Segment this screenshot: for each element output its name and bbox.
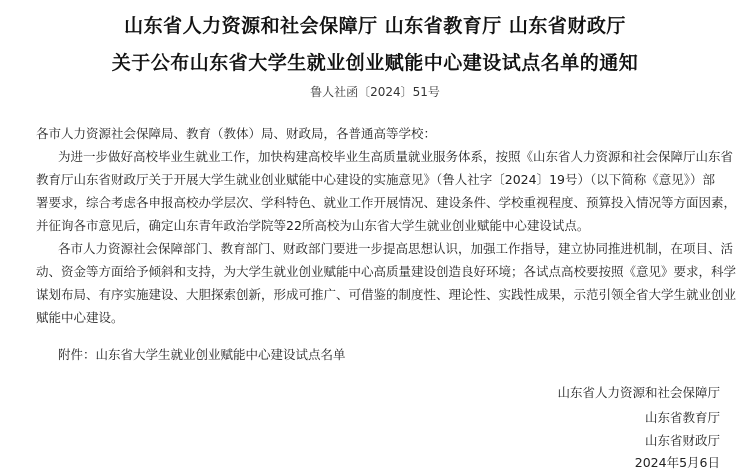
paragraph-line: 并征询各市意见后，确定山东青年政治学院等22所高校为山东省大学生就业创业赋能中心建设试点。 bbox=[36, 218, 590, 233]
paragraph-line: 各市人力资源社会保障部门、教育部门、财政部门要进一步提高思想认识，加强工作指导，建立协同推进机制，在项目、活 bbox=[58, 241, 734, 256]
paragraph-line: 动、资金等方面给予倾斜和支持，为大学生就业创业赋能中心高质量建设创造良好环境；各试点高校要按照《意见》要求，科学 bbox=[36, 264, 737, 279]
document-title: 关于公布山东省大学生就业创业赋能中心建设试点名单的通知 bbox=[111, 52, 639, 74]
issue-date: 2024年5月6日 bbox=[634, 455, 720, 470]
document-number: 鲁人社函〔2024〕51号 bbox=[310, 85, 440, 99]
paragraph-line: 为进一步做好高校毕业生就业工作，加快构建高校毕业生高质量就业服务体系，按照《山东省人力资源和社会保障厅山东省 bbox=[58, 149, 734, 164]
issuing-departments: 山东省人力资源和社会保障厅 山东省教育厅 山东省财政厅 bbox=[124, 15, 626, 37]
salutation: 各市人力资源社会保障局、教育（教体）局、财政局，各普通高等学校： bbox=[36, 126, 437, 141]
paragraph-line: 教育厅山东省财政厅关于开展大学生就业创业赋能中心建设的实施意见》（鲁人社字〔2024〕19号）（以下简称《意见》）部 bbox=[36, 172, 715, 187]
attachment-note: 附件：山东省大学生就业创业赋能中心建设试点名单 bbox=[58, 347, 346, 362]
paragraph-line: 谋划布局、有序实施建设、大胆探索创新，形成可推广、可借鉴的制度性、理论性、实践性成果，示范引领全省大学生就业创业 bbox=[36, 287, 737, 302]
paragraph-line: 署要求，综合考虑各申报高校办学层次、学科特色、就业工作开展情况、建设条件、学校重视程度、预算投入情况等方面因素， bbox=[36, 195, 737, 210]
signature-education: 山东省教育厅 bbox=[644, 410, 720, 425]
signature-hrss: 山东省人力资源和社会保障厅 bbox=[557, 385, 720, 400]
signature-finance: 山东省财政厅 bbox=[644, 433, 720, 448]
paragraph-line: 赋能中心建设。 bbox=[36, 310, 124, 325]
